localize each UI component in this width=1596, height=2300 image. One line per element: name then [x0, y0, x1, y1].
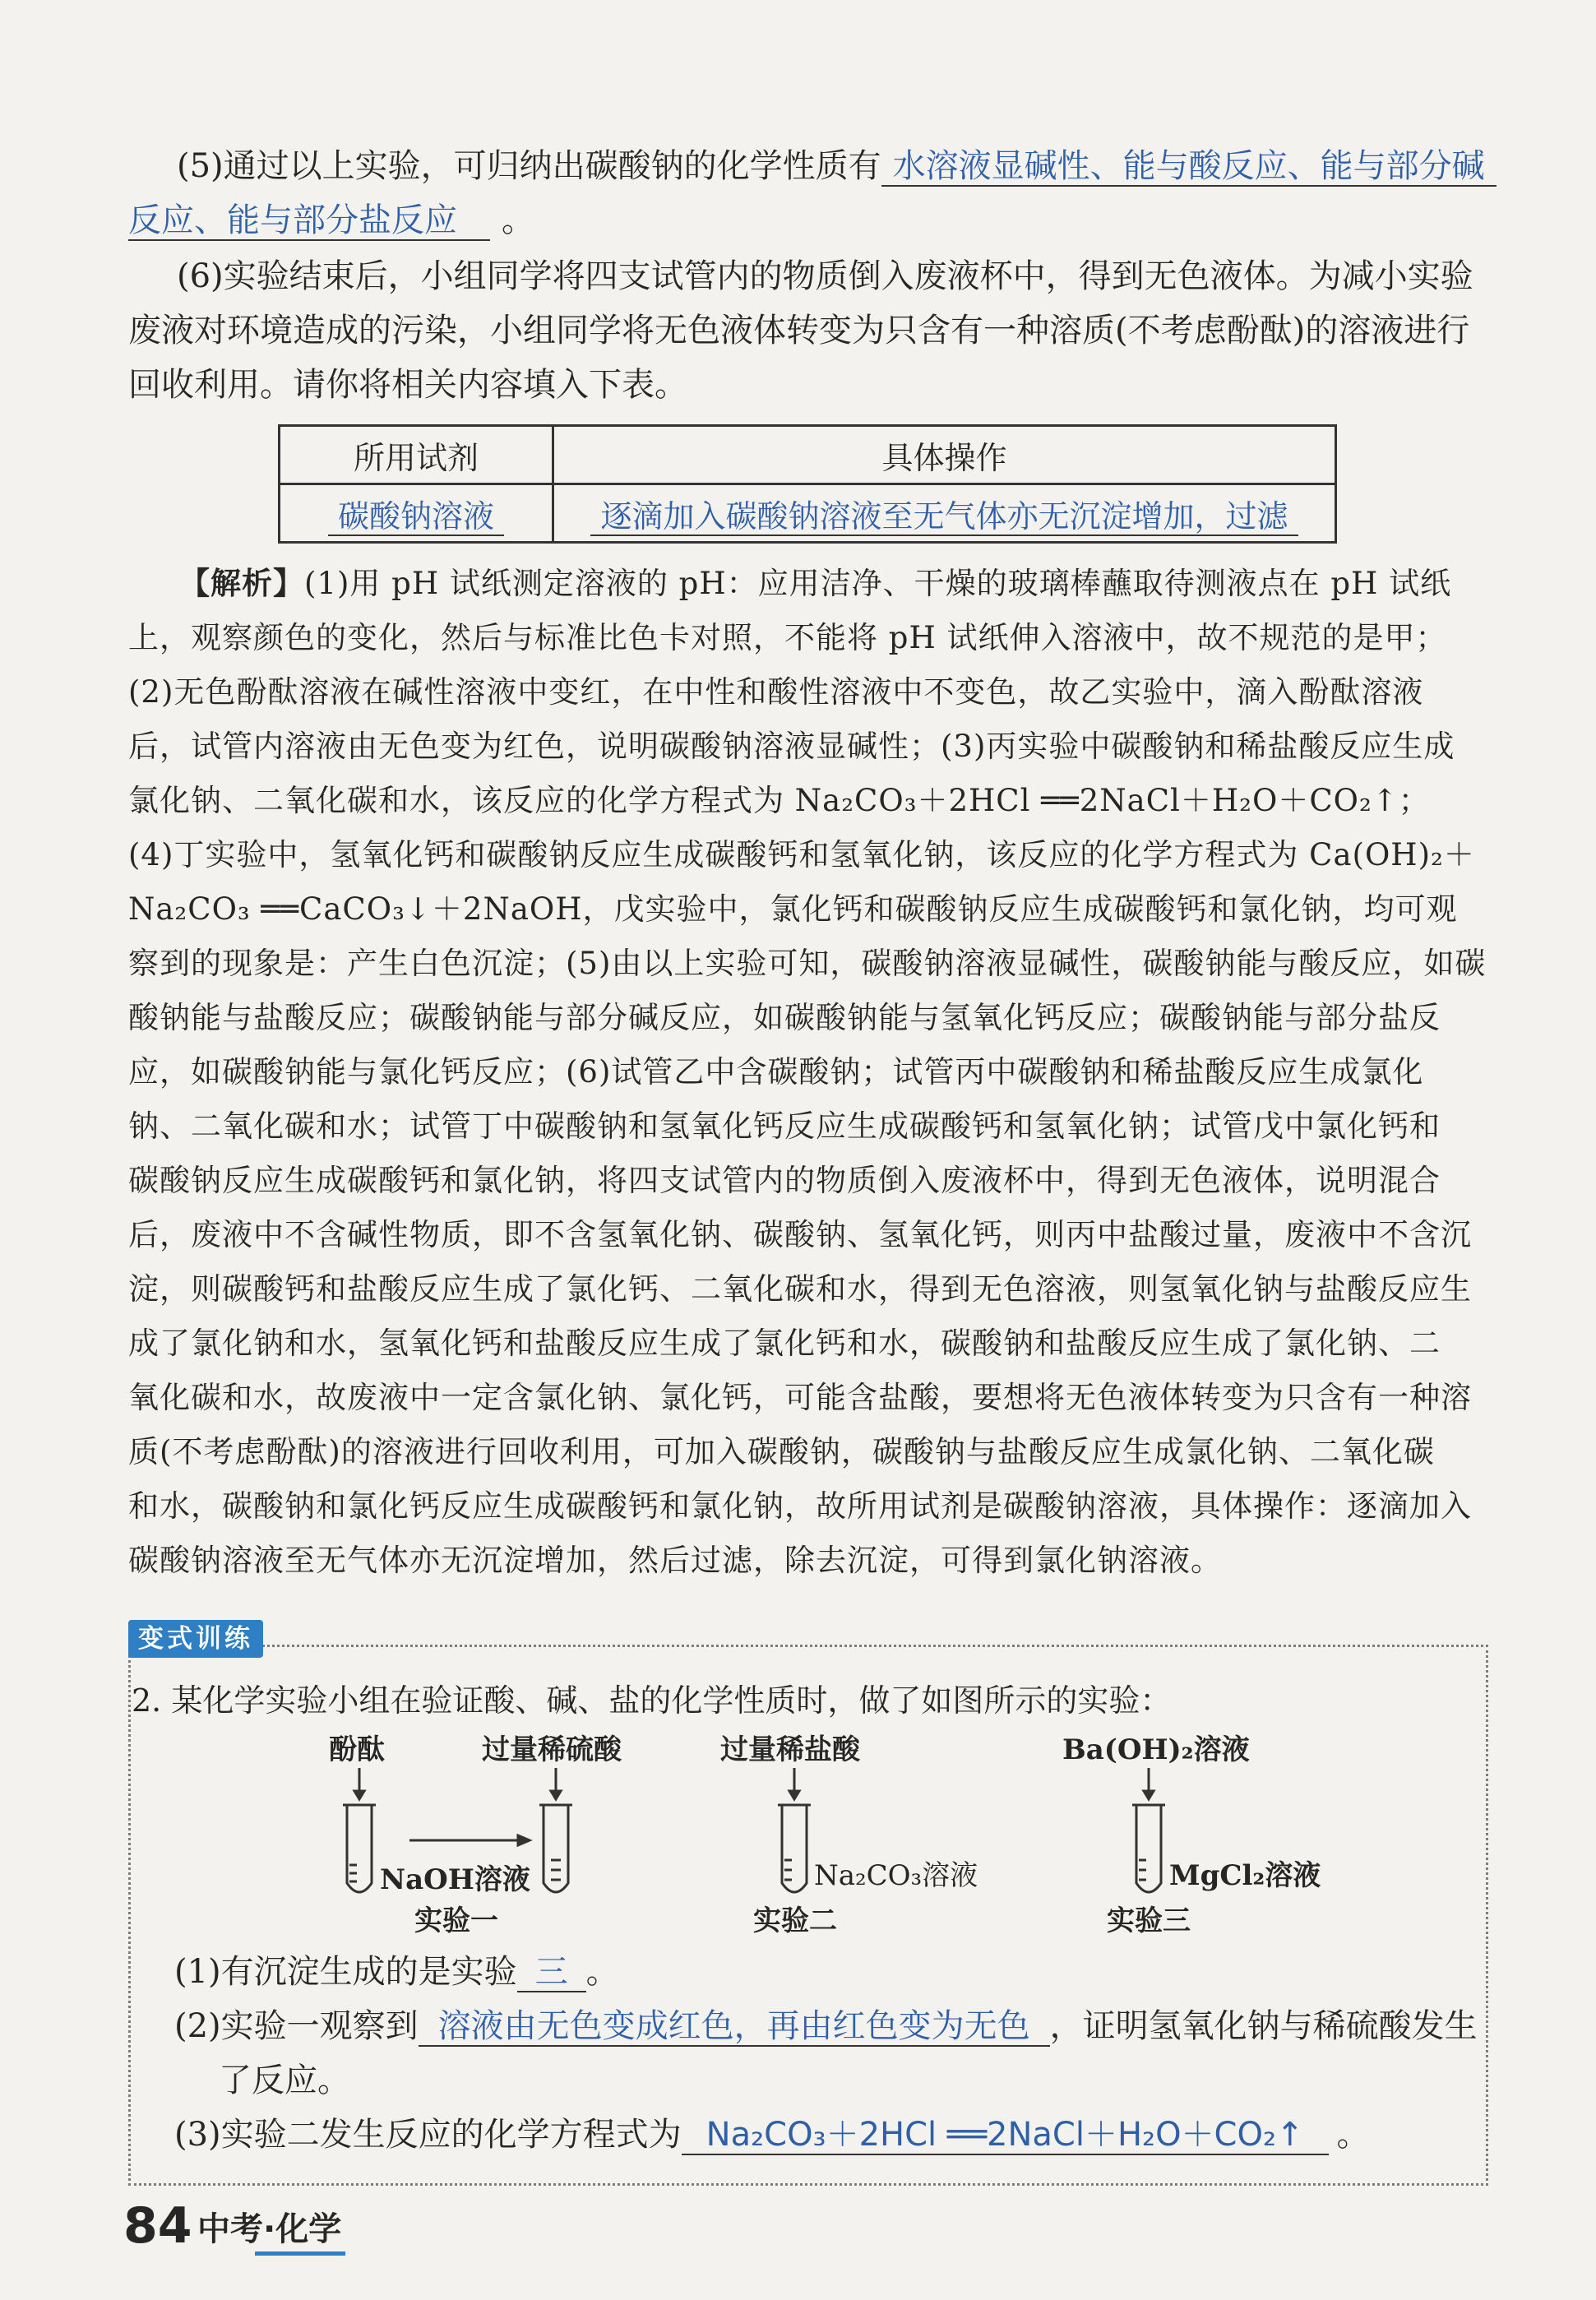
analysis-line-18: 碳酸钠溶液至无气体亦无沉淀增加，然后过滤，除去沉淀，可得到氯化钠溶液。 — [128, 1543, 1222, 1578]
analysis-line-2: (2)无色酚酞溶液在碱性溶液中变红，在中性和酸性溶液中不变色，故乙实验中，滴入酚酞溶液 — [128, 674, 1424, 710]
analysis-line-8: 酸钠能与盐酸反应；碳酸钠能与部分碱反应，如碳酸钠能与氢氧化钙反应；碳酸钠能与部分盐反 — [128, 1000, 1441, 1035]
analysis-line-10: 钠、二氧化碳和水；试管丁中碳酸钠和氢氧化钙反应生成碳酸钙和氢氧化钠；试管戊中氯化钙和 — [128, 1108, 1441, 1144]
variant-q3-prefix: (3)实验二发生反应的化学方程式为 — [174, 2116, 682, 2154]
reagent-table — [278, 424, 1337, 544]
reagent-phenolphthalein: 酚酞 — [329, 1733, 385, 1766]
caption-exp1: 实验一 — [414, 1904, 498, 1937]
q5-prefix: (5)通过以上实验，可归纳出碳酸钠的化学性质有 — [177, 147, 881, 185]
caption-exp2: 实验二 — [753, 1904, 837, 1937]
q6-line3: 回收利用。请你将相关内容填入下表。 — [128, 366, 687, 404]
analysis-line-0 — [179, 561, 1451, 607]
analysis-line-15: 氧化碳和水，故废液中一定含氯化钠、氯化钙，可能含盐酸，要想将无色液体转变为只含有一种溶 — [128, 1380, 1472, 1415]
variant-q1-suffix: 。 — [585, 1953, 619, 1991]
q5-answer-part1: 水溶液显碱性、能与酸反应、能与部分碱 — [881, 147, 1497, 187]
variant-stem — [132, 1678, 1171, 1724]
q5-suffix: 。 — [502, 201, 534, 239]
answer-operation: 逐滴加入碳酸钠溶液至无气体亦无沉淀增加，过滤 — [590, 498, 1298, 536]
header-operation: 具体操作 — [553, 426, 1336, 484]
analysis-line-6: Na₂CO₃ ══CaCO₃↓＋2NaOH，戊实验中，氯化钙和碳酸钠反应生成碳酸钙和氯化钠，均可观 — [128, 891, 1458, 927]
analysis-line-17: 和水，碳酸钠和氯化钙反应生成碳酸钙和氯化钠，故所用试剂是碳酸钠溶液，具体操作：逐滴加入 — [128, 1488, 1472, 1524]
variant-q3 — [174, 2112, 1370, 2158]
q5-line2 — [128, 197, 534, 243]
header-reagent: 所用试剂 — [280, 426, 553, 484]
variant-q2-answer: 溶液由无色变成红色，再由红色变为无色 — [419, 2007, 1050, 2047]
variant-q2-prefix: (2)实验一观察到 — [174, 2007, 419, 2045]
variant-q2 — [174, 2003, 1478, 2049]
analysis-line-14: 成了氯化钠和水，氢氧化钙和盐酸反应生成了氯化钙和水，碳酸钠和盐酸反应生成了氯化钠、二 — [128, 1326, 1441, 1361]
analysis-line-11: 碳酸钠反应生成碳酸钙和氯化钠，将四支试管内的物质倒入废液杯中，得到无色液体，说明混合 — [128, 1163, 1441, 1198]
analysis-text-0: (1)用 pH 试纸测定溶液的 pH：应用洁净、干燥的玻璃棒蘸取待测液点在 pH 试纸 — [304, 566, 1452, 601]
variant-q1-answer: 三 — [517, 1953, 586, 1992]
footer-subject: 中考·化学 — [197, 2210, 342, 2248]
tube-label-na2co3: Na₂CO₃溶液 — [814, 1859, 978, 1892]
analysis-line-5: (4)丁实验中，氢氧化钙和碳酸钠反应生成碳酸钙和氢氧化钠，该反应的化学方程式为 Ca(OH)₂＋ — [128, 837, 1475, 872]
q6-line2: 废液对环境造成的污染，小组同学将无色液体转变为只含有一种溶质(不考虑酚酞)的溶液进行 — [128, 312, 1470, 349]
analysis-line-4: 氯化钠、二氧化碳和水，该反应的化学方程式为 Na₂CO₃＋2HCl ══2NaCl＋H₂O＋CO₂↑； — [128, 783, 1430, 818]
variant-badge: 变式训练 — [128, 1620, 263, 1658]
variant-q2-cont: 了反应。 — [219, 2062, 350, 2099]
analysis-line-16: 质(不考虑酚酞)的溶液进行回收利用，可加入碳酸钠，碳酸钠与盐酸反应生成氯化钠、二氧化碳 — [128, 1434, 1435, 1469]
q5-line1 — [177, 143, 1497, 189]
caption-exp3: 实验三 — [1107, 1904, 1191, 1937]
tube-label-naoh: NaOH溶液 — [380, 1863, 530, 1896]
analysis-line-3: 后，试管内溶液由无色变为红色，说明碳酸钠溶液显碱性；(3)丙实验中碳酸钠和稀盐酸反应生成 — [128, 729, 1455, 764]
table-header-row — [280, 426, 1336, 484]
analysis-line-13: 淀，则碳酸钙和盐酸反应生成了氯化钙、二氧化碳和水，得到无色溶液，则氢氧化钠与盐酸反应生 — [128, 1271, 1472, 1307]
variant-q3-answer: Na₂CO₃＋2HCl ══2NaCl＋H₂O＋CO₂↑ — [682, 2116, 1329, 2155]
variant-stem-text: 2. 某化学实验小组在验证酸、碱、盐的化学性质时，做了如图所示的实验： — [132, 1682, 1172, 1719]
q6-line1: (6)实验结束后，小组同学将四支试管内的物质倒入废液杯中，得到无色液体。为减小实验 — [177, 257, 1473, 295]
cell-reagent — [280, 484, 553, 543]
analysis-line-9: 应，如碳酸钠能与氯化钙反应；(6)试管乙中含碳酸钠；试管丙中碳酸钠和稀盐酸反应生成氯化 — [128, 1054, 1424, 1090]
analysis-line-7: 察到的现象是：产生白色沉淀；(5)由以上实验可知，碳酸钠溶液显碱性，碳酸钠能与酸反应，如碳 — [128, 946, 1487, 981]
variant-q3-suffix: 。 — [1336, 2116, 1370, 2154]
analysis-tag: 【解析】 — [179, 566, 304, 601]
variant-q1 — [174, 1949, 619, 1995]
reagent-hydrochloric-acid: 过量稀盐酸 — [720, 1733, 860, 1766]
footer-accent-bar — [255, 2251, 345, 2256]
tube-label-mgcl2: MgCl₂溶液 — [1169, 1859, 1321, 1892]
analysis-line-12: 后，废液中不含碱性物质，即不含氢氧化钠、碳酸钠、氢氧化钙，则丙中盐酸过量，废液中不含沉 — [128, 1217, 1472, 1252]
cell-operation — [553, 484, 1336, 543]
variant-q2-suffix: ，证明氢氧化钠与稀硫酸发生 — [1049, 2007, 1478, 2045]
reagent-sulfuric-acid: 过量稀硫酸 — [482, 1733, 622, 1766]
analysis-line-1: 上，观察颜色的变化，然后与标准比色卡对照，不能将 pH 试纸伸入溶液中，故不规范的是甲； — [128, 620, 1447, 655]
reagent-barium-hydroxide: Ba(OH)₂溶液 — [1062, 1733, 1250, 1766]
page-number: 84 — [123, 2197, 192, 2255]
variant-q1-prefix: (1)有沉淀生成的是实验 — [174, 1953, 517, 1991]
q5-answer-part2: 反应、能与部分盐反应 — [128, 201, 490, 241]
table-row — [280, 484, 1336, 543]
answer-reagent: 碳酸钠溶液 — [328, 498, 504, 536]
